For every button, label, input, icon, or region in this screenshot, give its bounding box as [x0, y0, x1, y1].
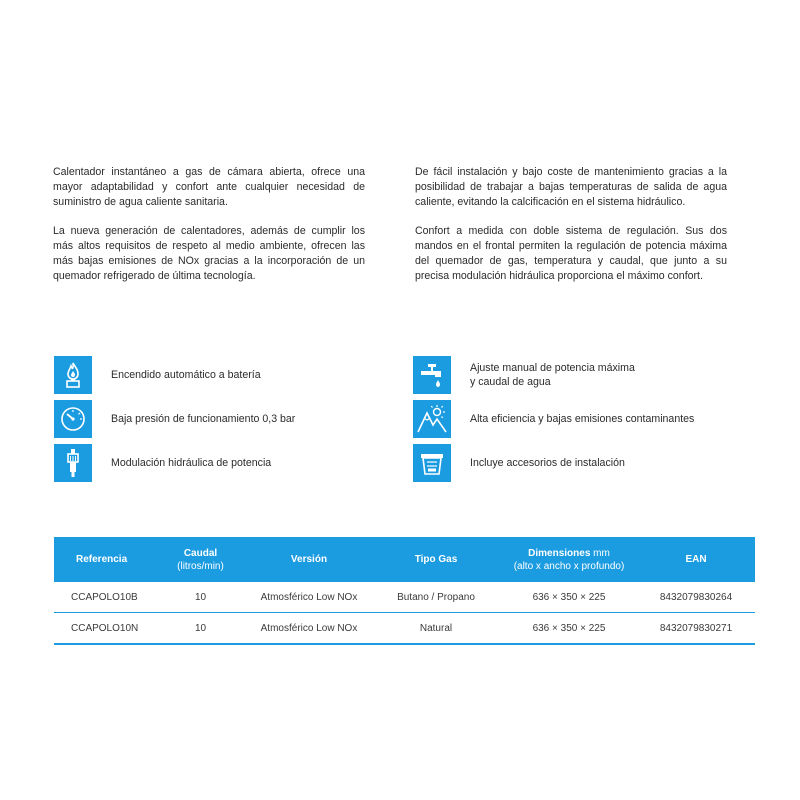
intro-right-column [415, 165, 727, 298]
cell-ean: 8432079830271 [637, 613, 755, 645]
column-header-ean: EAN [637, 537, 755, 582]
cell-caudal: 10 [154, 613, 247, 645]
feature-item [413, 444, 625, 482]
cell-dimensiones: 636 × 350 × 225 [501, 613, 637, 645]
feature-label: Incluye accesorios de instalación [470, 457, 625, 469]
feature-label: Encendido automático a batería [111, 369, 261, 381]
accessories-box-icon [413, 444, 451, 482]
water-tap-icon [413, 356, 451, 394]
table-row [54, 582, 755, 613]
hydraulic-valve-icon [54, 444, 92, 482]
feature-item [54, 356, 261, 394]
feature-item [413, 400, 694, 438]
table-header-row [54, 537, 755, 582]
feature-label: Alta eficiencia y bajas emisiones contaminantes [470, 413, 695, 425]
feature-label-line: y caudal de agua [470, 376, 551, 388]
cell-referencia: CCAPOLO10B [54, 582, 154, 613]
column-header-caudal: Caudal (litros/min) [154, 537, 247, 582]
feature-label [470, 361, 635, 389]
pressure-gauge-icon [54, 400, 92, 438]
intro-paragraph: De fácil instalación y bajo coste de mantenimiento gracias a la posibilidad de trabajar a bajas temperaturas de salida de agua caliente, evitando la calcificación en el sistema hidráulico. [415, 166, 727, 208]
intro-paragraph: La nueva generación de calentadores, además de cumplir los más altos requisitos de respeto al medio ambiente, ofrecen las más bajas emisiones de NOx gracias a la incorporación de un quemador refrigerado de última tecnología. [53, 225, 365, 282]
specifications-table [54, 537, 755, 645]
column-header-tipo-gas: Tipo Gas [371, 537, 501, 582]
column-header-version: Versión [247, 537, 371, 582]
cell-dimensiones: 636 × 350 × 225 [501, 582, 637, 613]
intro-paragraph: Calentador instantáneo a gas de cámara abierta, ofrece una mayor adaptabilidad y confort ante cualquier necesidad de suministro de agua caliente sanitaria. [53, 166, 365, 208]
cell-tipo-gas: Natural [371, 613, 501, 645]
column-header-referencia: Referencia [54, 537, 154, 582]
feature-item [413, 356, 635, 394]
feature-item [54, 444, 271, 482]
flame-battery-icon [54, 356, 92, 394]
cell-ean: 8432079830264 [637, 582, 755, 613]
cell-version: Atmosférico Low NOx [247, 613, 371, 645]
cell-tipo-gas: Butano / Propano [371, 582, 501, 613]
cell-version: Atmosférico Low NOx [247, 582, 371, 613]
column-header-dimensiones: Dimensiones mm (alto x ancho x profundo) [501, 537, 637, 582]
feature-item [54, 400, 295, 438]
sun-mountains-icon [413, 400, 451, 438]
cell-referencia: CCAPOLO10N [54, 613, 154, 645]
feature-label: Baja presión de funcionamiento 0,3 bar [111, 413, 296, 425]
intro-paragraph: Confort a medida con doble sistema de regulación. Sus dos mandos en el frontal permiten la regulación de potencia máxima del quemador de gas, temperatura y caudal, que junto a su precisa modulación hidráulica proporciona el máximo confort. [415, 225, 727, 282]
cell-caudal: 10 [154, 582, 247, 613]
feature-label: Modulación hidráulica de potencia [111, 457, 272, 469]
feature-label-line: Ajuste manual de potencia máxima [470, 362, 635, 374]
intro-left-column [53, 165, 365, 298]
table-row [54, 613, 755, 645]
